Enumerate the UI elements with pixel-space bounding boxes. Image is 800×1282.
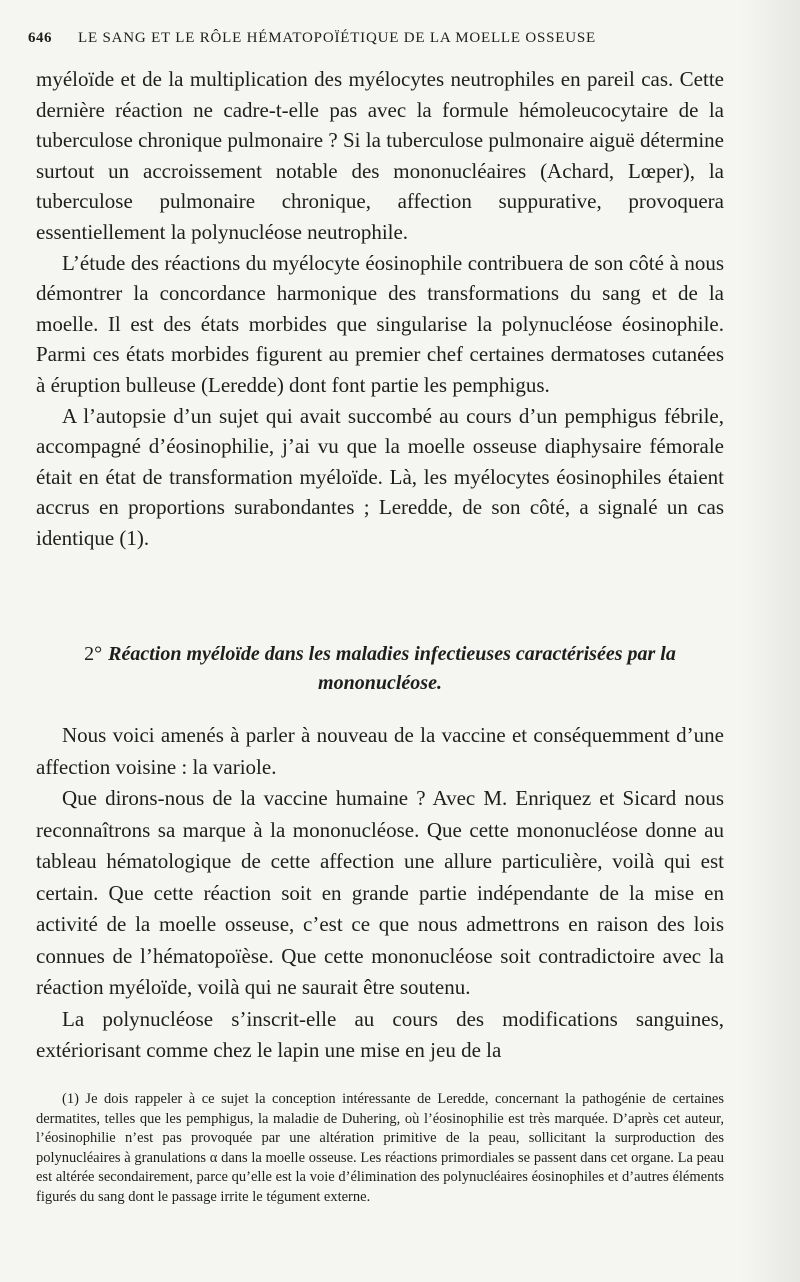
running-title: LE SANG ET LE RÔLE HÉMATOPOÏÉTIQUE DE LA MOELLE OSSEUSE [78,30,597,46]
main-text-bottom [36,720,724,1067]
paragraph: Nous voici amenés à parler à nouveau de la vaccine et conséquemment d’une affection voisine : la variole. [36,723,724,779]
paragraph: La polynucléose s’inscrit-elle au cours des modifications sanguines, extériorisant comme chez le lapin une mise en jeu de la [36,1006,724,1062]
paragraph: Que dirons-nous de la vaccine humaine ? Avec M. Enriquez et Sicard nous reconnaîtrons sa marque à la mononucléose. Que cette mononucléose donne au tableau hématologique de cette affection une allure particulière, voilà qui est certain. Que cette réaction soit en grande partie indépendante de la mise en activité de la moelle osseuse, c’est ce que nous admettrons en raison des lois connues de l’hématopoïèse. Que cette mononucléose soit contradictoire avec la réaction myéloïde, voilà qui ne saurait être soutenu. [36,786,724,999]
page-header [28,30,728,54]
page-number: 646 [28,30,52,46]
paragraph: myéloïde et de la multiplication des myélocytes neutrophiles en pareil cas. Cette dernière réaction ne cadre-t-elle pas avec la formule hémoleucocytaire de la tuberculose chronique pulmonaire ? Si la tuberculose pulmonaire aiguë détermine surtout un accroissement notable des mononucléaires (Achard, Lœper), la tuberculose pulmonaire chronique, affection suppurative, provoquera essentiellement la polynucléose neutrophile. [36,67,724,244]
main-text-top [36,64,724,554]
paragraph: A l’autopsie d’un sujet qui avait succombé au cours d’un pemphigus fébrile, accompagné d’éosinophilie, j’ai vu que la moelle osseuse diaphysaire fémorale était en état de transformation myéloïde. Là, les myélocytes éosinophiles étaient accrus en proportions surabondantes ; Leredde, de son côté, a signalé un cas identique (1). [36,403,724,550]
paragraph: L’étude des réactions du myélocyte éosinophile contribuera de son côté à nous démontrer la concordance harmonique des transformations du sang et de la moelle. Il est des états morbides que singularise la polynucléose éosinophile. Parmi ces états morbides figurent au premier chef certaines dermatoses cutanées à éruption bulleuse (Leredde) dont font partie les pemphigus. [36,250,724,397]
footnote: (1) Je dois rappeler à ce sujet la conception intéressante de Leredde, concernant la pathogénie de certaines dermatites, telles que les pemphigus, la maladie de Duhering, où l’éosinophilie est très marquée. D’après cet auteur, l’éosinophilie n’est pas provoquée par une altération primitive de la peau, sollicitant la surproduction des polynucléaires à granulations α dans la moelle osseuse. Les réactions primordiales se passent dans cet organe. La peau est altérée secondairement, parce qu’elle est la voie d’élimination des polynucléaires éosinophiles et d’autres éléments figurés du sang dont le passage irrite le tégument externe. [36,1091,724,1205]
section-title: Réaction myéloïde dans les maladies infectieuses caractérisées par la mononucléose. [108,643,676,694]
section-heading [36,640,724,698]
section-number: 2° [84,643,103,665]
